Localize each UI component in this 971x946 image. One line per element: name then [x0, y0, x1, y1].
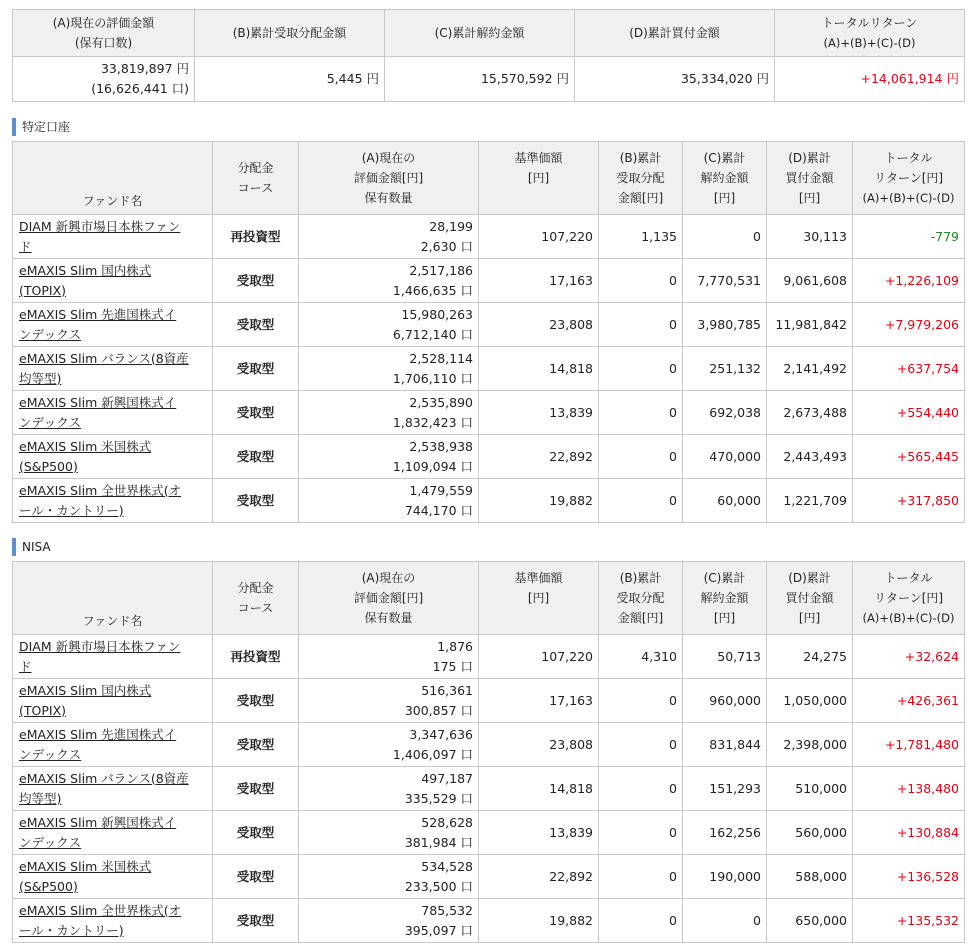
- nav-value: 13,839: [479, 811, 599, 855]
- holding-units: 1,466,635 口: [392, 282, 473, 298]
- distribution-course: 受取型: [213, 855, 299, 899]
- col-header-fund: ファンド名: [13, 142, 213, 215]
- summary-value-c: 15,570,592 円: [385, 57, 575, 102]
- fund-name-link[interactable]: [19, 815, 176, 850]
- holdings-table-nisa: [12, 561, 965, 943]
- fund-name-line1: eMAXIS Slim 国内株式: [19, 682, 152, 698]
- total-return: -779: [853, 215, 965, 259]
- distribution-course: 再投資型: [213, 635, 299, 679]
- holding-units: 6,712,140 口: [392, 326, 473, 342]
- cumulative-purchase: 650,000: [767, 899, 853, 943]
- fund-name-line2: ール・カントリー): [19, 502, 124, 518]
- valuation-cell: [299, 215, 479, 259]
- col-header-course: [213, 142, 299, 215]
- col-header-amount: [299, 562, 479, 635]
- valuation-cell: [299, 855, 479, 899]
- total-return: +32,624: [853, 635, 965, 679]
- fund-name-line2: ド: [19, 238, 32, 254]
- col-header-d-line2: 買付金額: [785, 171, 834, 185]
- holding-units: 744,170 口: [404, 502, 473, 518]
- fund-name-line1: eMAXIS Slim 米国株式: [19, 858, 152, 874]
- fund-name-cell: [13, 259, 213, 303]
- cumulative-purchase: 510,000: [767, 767, 853, 811]
- cumulative-distribution: 0: [599, 347, 683, 391]
- summary-header-total-line1: トータルリターン: [821, 16, 918, 30]
- col-header-c: [683, 562, 767, 635]
- col-header-total-line3: (A)+(B)+(C)-(D): [862, 611, 955, 625]
- fund-row: [13, 855, 965, 899]
- col-header-amount: [299, 142, 479, 215]
- fund-name-link[interactable]: [19, 219, 180, 254]
- fund-name-line1: eMAXIS Slim 全世界株式(オ: [19, 902, 182, 918]
- valuation-amount: 2,535,890: [409, 394, 473, 410]
- col-header-total-line3: (A)+(B)+(C)-(D): [862, 191, 955, 205]
- col-header-c: [683, 142, 767, 215]
- cumulative-redemption: 151,293: [683, 767, 767, 811]
- total-return: +565,445: [853, 435, 965, 479]
- nav-value: 23,808: [479, 723, 599, 767]
- col-header-b-line1: (B)累計: [619, 151, 662, 165]
- fund-name-link[interactable]: [19, 439, 151, 474]
- fund-name-line1: DIAM 新興市場日本株ファン: [19, 638, 181, 654]
- distribution-course: 受取型: [213, 679, 299, 723]
- cumulative-redemption: 60,000: [683, 479, 767, 523]
- fund-name-line1: eMAXIS Slim バランス(8資産: [19, 770, 189, 786]
- fund-row: [13, 435, 965, 479]
- section-label-nisa: NISA: [12, 538, 51, 556]
- fund-name-link[interactable]: [19, 683, 151, 718]
- col-header-c-line2: 解約金額: [700, 591, 749, 605]
- fund-name-line2: (TOPIX): [19, 702, 67, 718]
- valuation-cell: [299, 435, 479, 479]
- cumulative-purchase: 30,113: [767, 215, 853, 259]
- total-return: +426,361: [853, 679, 965, 723]
- col-header-d-line1: (D)累計: [788, 151, 831, 165]
- col-header-nav: [479, 142, 599, 215]
- fund-name-cell: [13, 635, 213, 679]
- fund-name-link[interactable]: [19, 771, 189, 806]
- fund-name-line2: 均等型): [19, 370, 62, 386]
- nav-value: 14,818: [479, 347, 599, 391]
- total-return: +317,850: [853, 479, 965, 523]
- fund-name-line1: eMAXIS Slim 新興国株式イ: [19, 814, 177, 830]
- col-header-total-line2: リターン[円]: [873, 591, 944, 605]
- fund-row: [13, 347, 965, 391]
- cumulative-distribution: 0: [599, 811, 683, 855]
- fund-row: [13, 723, 965, 767]
- col-header-course-line2: コース: [237, 601, 274, 615]
- col-header-total-line1: トータル: [884, 151, 933, 165]
- nav-value: 22,892: [479, 855, 599, 899]
- summary-header-row: [13, 10, 965, 57]
- fund-name-link[interactable]: [19, 263, 151, 298]
- nav-value: 107,220: [479, 215, 599, 259]
- valuation-cell: [299, 347, 479, 391]
- distribution-course: 受取型: [213, 347, 299, 391]
- holding-units: 1,832,423 口: [392, 414, 473, 430]
- cumulative-distribution: 0: [599, 855, 683, 899]
- section-label-tokutei: 特定口座: [12, 118, 70, 136]
- valuation-amount: 2,528,114: [409, 350, 473, 366]
- fund-name-cell: [13, 479, 213, 523]
- valuation-cell: [299, 259, 479, 303]
- col-header-course: [213, 562, 299, 635]
- cumulative-distribution: 0: [599, 767, 683, 811]
- distribution-course: 再投資型: [213, 215, 299, 259]
- cumulative-redemption: 7,770,531: [683, 259, 767, 303]
- fund-name-link[interactable]: [19, 903, 181, 938]
- cumulative-purchase: 1,221,709: [767, 479, 853, 523]
- col-header-c-line3: [円]: [713, 611, 736, 625]
- col-header-total-line2: リターン[円]: [873, 171, 944, 185]
- holding-units: 1,406,097 口: [392, 746, 473, 762]
- col-header-c-line2: 解約金額: [700, 171, 749, 185]
- cumulative-redemption: 831,844: [683, 723, 767, 767]
- cumulative-distribution: 0: [599, 899, 683, 943]
- fund-name-link[interactable]: [19, 351, 189, 386]
- col-header-total-line1: トータル: [884, 571, 933, 585]
- col-header-c-line1: (C)累計: [703, 571, 746, 585]
- summary-header-a-line2: (保有口数): [74, 36, 133, 50]
- col-header-fund: ファンド名: [13, 562, 213, 635]
- distribution-course: 受取型: [213, 811, 299, 855]
- fund-name-line1: eMAXIS Slim 先進国株式イ: [19, 306, 177, 322]
- fund-name-line1: eMAXIS Slim バランス(8資産: [19, 350, 189, 366]
- cumulative-redemption: 162,256: [683, 811, 767, 855]
- total-return: +1,781,480: [853, 723, 965, 767]
- valuation-amount: 1,479,559: [409, 482, 473, 498]
- fund-name-line2: (TOPIX): [19, 282, 67, 298]
- valuation-amount: 785,532: [421, 902, 473, 918]
- fund-row: [13, 767, 965, 811]
- total-return: +138,480: [853, 767, 965, 811]
- valuation-cell: [299, 479, 479, 523]
- col-header-amount-line1: (A)現在の: [361, 151, 416, 165]
- fund-name-cell: [13, 723, 213, 767]
- fund-name-link[interactable]: [19, 483, 181, 518]
- fund-name-line2: ール・カントリー): [19, 922, 124, 938]
- col-header-amount-line2: 評価金額[円]: [353, 591, 424, 605]
- col-header-total: [853, 562, 965, 635]
- summary-value-d: 35,334,020 円: [575, 57, 775, 102]
- distribution-course: 受取型: [213, 391, 299, 435]
- nav-value: 14,818: [479, 767, 599, 811]
- col-header-b: [599, 142, 683, 215]
- cumulative-purchase: 2,443,493: [767, 435, 853, 479]
- fund-name-line2: ンデックス: [19, 326, 82, 342]
- fund-row: [13, 259, 965, 303]
- summary-value-a: [13, 57, 195, 102]
- col-header-b-line2: 受取分配: [616, 171, 665, 185]
- summary-header-total-line2: (A)+(B)+(C)-(D): [823, 36, 916, 50]
- valuation-cell: [299, 767, 479, 811]
- fund-row: [13, 215, 965, 259]
- nav-value: 23,808: [479, 303, 599, 347]
- fund-name-cell: [13, 811, 213, 855]
- cumulative-purchase: 588,000: [767, 855, 853, 899]
- summary-header-a-line1: (A)現在の評価金額: [52, 16, 155, 30]
- fund-name-line1: DIAM 新興市場日本株ファン: [19, 218, 181, 234]
- col-header-d-line3: [円]: [798, 611, 821, 625]
- cumulative-distribution: 0: [599, 723, 683, 767]
- fund-name-cell: [13, 679, 213, 723]
- summary-header-d: (D)累計買付金額: [575, 10, 775, 57]
- holdings-table-tokutei: [12, 141, 965, 523]
- col-header-d-line2: 買付金額: [785, 591, 834, 605]
- fund-name-line2: 均等型): [19, 790, 62, 806]
- total-return: +637,754: [853, 347, 965, 391]
- col-header-b-line3: 金額[円]: [617, 191, 664, 205]
- fund-name-line1: eMAXIS Slim 新興国株式イ: [19, 394, 177, 410]
- col-header-b-line1: (B)累計: [619, 571, 662, 585]
- cumulative-redemption: 251,132: [683, 347, 767, 391]
- holding-units: 300,857 口: [404, 702, 473, 718]
- col-header-total: [853, 142, 965, 215]
- fund-row: [13, 479, 965, 523]
- cumulative-redemption: 0: [683, 215, 767, 259]
- summary-value-a-amount: 33,819,897 円: [100, 61, 189, 76]
- fund-name-cell: [13, 767, 213, 811]
- valuation-amount: 3,347,636: [409, 726, 473, 742]
- valuation-amount: 2,517,186: [409, 262, 473, 278]
- fund-name-line2: ンデックス: [19, 414, 82, 430]
- valuation-amount: 497,187: [421, 770, 473, 786]
- valuation-cell: [299, 899, 479, 943]
- col-header-c-line1: (C)累計: [703, 151, 746, 165]
- cumulative-redemption: 470,000: [683, 435, 767, 479]
- fund-name-link[interactable]: [19, 859, 151, 894]
- cumulative-distribution: 4,310: [599, 635, 683, 679]
- valuation-cell: [299, 303, 479, 347]
- holding-units: 1,109,094 口: [392, 458, 473, 474]
- fund-name-link[interactable]: [19, 307, 176, 342]
- summary-value-b: 5,445 円: [195, 57, 385, 102]
- cumulative-redemption: 692,038: [683, 391, 767, 435]
- cumulative-purchase: 560,000: [767, 811, 853, 855]
- fund-name-line2: ンデックス: [19, 746, 82, 762]
- fund-name-link[interactable]: [19, 395, 176, 430]
- valuation-cell: [299, 391, 479, 435]
- col-header-c-line3: [円]: [713, 191, 736, 205]
- valuation-amount: 15,980,263: [401, 306, 473, 322]
- summary-value-a-units: (16,626,441 口): [91, 81, 189, 96]
- total-return: +1,226,109: [853, 259, 965, 303]
- nav-value: 19,882: [479, 899, 599, 943]
- valuation-amount: 1,876: [437, 638, 473, 654]
- col-header-amount-line1: (A)現在の: [361, 571, 416, 585]
- total-return: +135,532: [853, 899, 965, 943]
- valuation-cell: [299, 811, 479, 855]
- fund-name-line2: ド: [19, 658, 32, 674]
- fund-name-link[interactable]: [19, 639, 180, 674]
- holding-units: 233,500 口: [404, 878, 473, 894]
- col-header-b-line2: 受取分配: [616, 591, 665, 605]
- total-return: +554,440: [853, 391, 965, 435]
- fund-row: [13, 811, 965, 855]
- summary-header-a: [13, 10, 195, 57]
- valuation-amount: 516,361: [421, 682, 473, 698]
- valuation-amount: 28,199: [429, 218, 473, 234]
- col-header-course-line1: 分配金: [237, 581, 274, 595]
- cumulative-redemption: 0: [683, 899, 767, 943]
- cumulative-redemption: 190,000: [683, 855, 767, 899]
- fund-name-cell: [13, 215, 213, 259]
- summary-value-total: +14,061,914 円: [775, 57, 965, 102]
- col-header-d-line3: [円]: [798, 191, 821, 205]
- fund-row: [13, 635, 965, 679]
- col-header-amount-line3: 保有数量: [364, 191, 413, 205]
- fund-name-line2: (S&P500): [19, 878, 78, 894]
- nav-value: 17,163: [479, 259, 599, 303]
- fund-name-cell: [13, 899, 213, 943]
- fund-name-cell: [13, 435, 213, 479]
- fund-name-cell: [13, 347, 213, 391]
- summary-value-row: [13, 57, 965, 102]
- fund-name-link[interactable]: [19, 727, 176, 762]
- valuation-cell: [299, 635, 479, 679]
- nav-value: 107,220: [479, 635, 599, 679]
- cumulative-purchase: 24,275: [767, 635, 853, 679]
- fund-name-cell: [13, 303, 213, 347]
- col-header-nav-line1: 基準価額: [514, 571, 563, 585]
- cumulative-redemption: 3,980,785: [683, 303, 767, 347]
- fund-name-line2: (S&P500): [19, 458, 78, 474]
- cumulative-distribution: 0: [599, 679, 683, 723]
- col-header-nav: [479, 562, 599, 635]
- cumulative-purchase: 11,981,842: [767, 303, 853, 347]
- summary-table: [12, 9, 965, 102]
- valuation-amount: 528,628: [421, 814, 473, 830]
- fund-name-line1: eMAXIS Slim 国内株式: [19, 262, 152, 278]
- nav-value: 22,892: [479, 435, 599, 479]
- holding-units: 2,630 口: [420, 238, 473, 254]
- cumulative-purchase: 2,141,492: [767, 347, 853, 391]
- holding-units: 381,984 口: [404, 834, 473, 850]
- fund-row: [13, 899, 965, 943]
- col-header-amount-line3: 保有数量: [364, 611, 413, 625]
- col-header-nav-line2: [円]: [527, 171, 550, 185]
- nav-value: 13,839: [479, 391, 599, 435]
- distribution-course: 受取型: [213, 259, 299, 303]
- cumulative-distribution: 0: [599, 479, 683, 523]
- summary-header-c: (C)累計解約金額: [385, 10, 575, 57]
- valuation-cell: [299, 679, 479, 723]
- holdings-header-row: [13, 142, 965, 215]
- total-return: +136,528: [853, 855, 965, 899]
- distribution-course: 受取型: [213, 723, 299, 767]
- col-header-d: [767, 562, 853, 635]
- cumulative-distribution: 0: [599, 259, 683, 303]
- fund-name-line1: eMAXIS Slim 先進国株式イ: [19, 726, 177, 742]
- total-return: +130,884: [853, 811, 965, 855]
- col-header-course-line1: 分配金: [237, 161, 274, 175]
- cumulative-distribution: 0: [599, 303, 683, 347]
- fund-name-cell: [13, 391, 213, 435]
- nav-value: 19,882: [479, 479, 599, 523]
- holding-units: 175 口: [432, 658, 473, 674]
- col-header-nav-line2: [円]: [527, 591, 550, 605]
- cumulative-purchase: 2,673,488: [767, 391, 853, 435]
- cumulative-purchase: 9,061,608: [767, 259, 853, 303]
- fund-row: [13, 303, 965, 347]
- valuation-amount: 2,538,938: [409, 438, 473, 454]
- holding-units: 1,706,110 口: [392, 370, 473, 386]
- distribution-course: 受取型: [213, 767, 299, 811]
- fund-name-line1: eMAXIS Slim 米国株式: [19, 438, 152, 454]
- fund-name-cell: [13, 855, 213, 899]
- distribution-course: 受取型: [213, 303, 299, 347]
- cumulative-distribution: 0: [599, 435, 683, 479]
- distribution-course: 受取型: [213, 479, 299, 523]
- col-header-course-line2: コース: [237, 181, 274, 195]
- fund-name-line2: ンデックス: [19, 834, 82, 850]
- nav-value: 17,163: [479, 679, 599, 723]
- cumulative-purchase: 1,050,000: [767, 679, 853, 723]
- cumulative-redemption: 50,713: [683, 635, 767, 679]
- col-header-b-line3: 金額[円]: [617, 611, 664, 625]
- distribution-course: 受取型: [213, 899, 299, 943]
- summary-header-total: [775, 10, 965, 57]
- valuation-amount: 534,528: [421, 858, 473, 874]
- fund-row: [13, 391, 965, 435]
- fund-row: [13, 679, 965, 723]
- cumulative-redemption: 960,000: [683, 679, 767, 723]
- col-header-d: [767, 142, 853, 215]
- col-header-b: [599, 562, 683, 635]
- holdings-header-row: [13, 562, 965, 635]
- distribution-course: 受取型: [213, 435, 299, 479]
- col-header-amount-line2: 評価金額[円]: [353, 171, 424, 185]
- col-header-d-line1: (D)累計: [788, 571, 831, 585]
- cumulative-purchase: 2,398,000: [767, 723, 853, 767]
- cumulative-distribution: 1,135: [599, 215, 683, 259]
- total-return: +7,979,206: [853, 303, 965, 347]
- col-header-nav-line1: 基準価額: [514, 151, 563, 165]
- cumulative-distribution: 0: [599, 391, 683, 435]
- summary-header-b: (B)累計受取分配金額: [195, 10, 385, 57]
- holding-units: 335,529 口: [404, 790, 473, 806]
- valuation-cell: [299, 723, 479, 767]
- holding-units: 395,097 口: [404, 922, 473, 938]
- fund-name-line1: eMAXIS Slim 全世界株式(オ: [19, 482, 182, 498]
